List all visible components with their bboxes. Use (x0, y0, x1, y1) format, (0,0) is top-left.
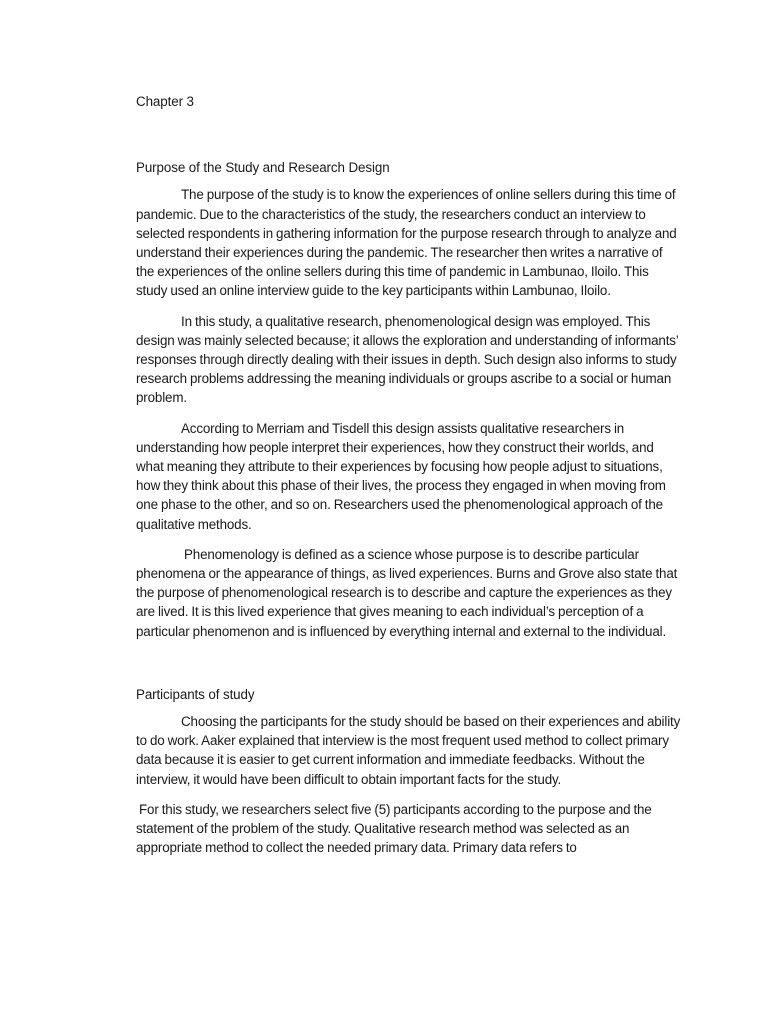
chapter-heading: Chapter 3 (136, 94, 194, 109)
paragraph-purpose-4: Phenomenology is defined as a science whose purpose is to describe particular phenomena or the appearance of things, as lived experiences. Burns and Grove also state that the purpose of phenomenological research is to describe and capture the experiences as they are lived. It is this lived experience that gives meaning to each individual’s perception of a particular phenomenon and is influenced by everything internal and external to the individual. (136, 546, 678, 639)
paragraph-purpose-3: According to Merriam and Tisdell this design assists qualitative researchers in understanding how people interpret their experiences, how they construct their worlds, and what meaning they attribute to their experiences by focusing how people adjust to situations, how they think about this phase of their lives, the process they engaged in when moving from one phase to the other, and so on. Researchers used the phenomenological approach of the qualitative methods. (136, 420, 666, 532)
paragraph-purpose-2: In this study, a qualitative research, phenomenological design was employed. This design was mainly selected because; it allows the exploration and understanding of informants’ responses through directly dealing with their issues in depth. Such design also informs to study research problems addressing the meaning individuals or groups ascribe to a social or human problem. (136, 313, 679, 406)
section-title-purpose: Purpose of the Study and Research Design (136, 160, 390, 176)
paragraph-purpose-1: The purpose of the study is to know the experiences of online sellers during this time of pandemic. Due to the characteristics of the study, the researchers conduct an interview to selected respondents in gathering information for the purpose research through to analyze and understand their experiences during the pandemic. The researcher then writes a narrative of the experiences of the online sellers during this time of pandemic in Lambunao, Iloilo. This study used an online interview guide to the key participants within Lambunao, Iloilo. (136, 187, 677, 299)
page-content (136, 92, 681, 869)
section-title-participants: Participants of study (136, 686, 255, 702)
paragraph-participants-2: For this study, we researchers select five (5) participants according to the purpose and the statement of the problem of the study. Qualitative research method was selected as an appropriate method to collect the needed primary data. Primary data refers to (136, 801, 652, 856)
paragraph-participants-1: Choosing the participants for the study should be based on their experiences and ability to do work. Aaker explained that interview is the most frequent used method to collect primary data because it is easier to get current information and immediate feedbacks. Without the interview, it would have been difficult to obtain important facts for the study. (136, 714, 681, 787)
